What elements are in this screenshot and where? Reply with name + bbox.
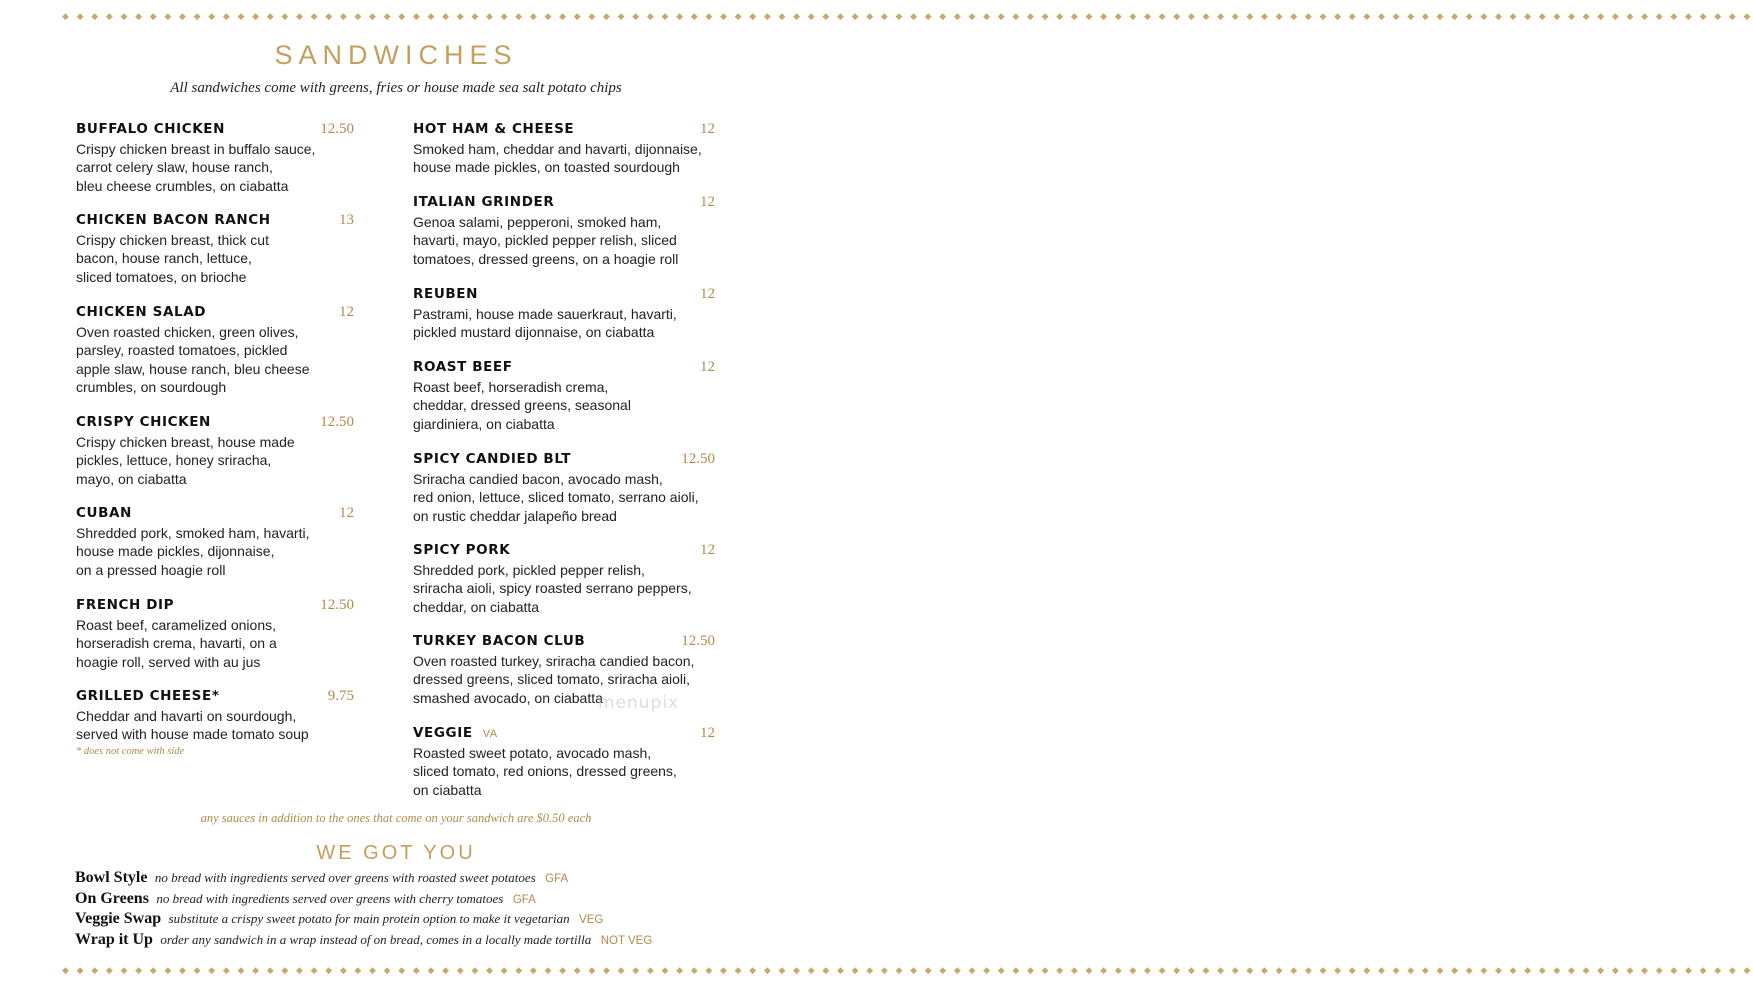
item-description: Sriracha candied bacon, avocado mash, red onion, lettuce, sliced tomato, serrano aioli, on rustic cheddar jalapeño bread: [413, 471, 699, 524]
item-price: 12: [700, 359, 715, 375]
item-name: FRENCH DIP: [76, 597, 175, 613]
item-description: Roasted sweet potato, avocado mash, sliced tomato, red onions, dressed greens, on ciabatta: [413, 745, 677, 798]
option-name: Veggie Swap: [75, 910, 162, 927]
page-subtitle: All sandwiches come with greens, fries or house made sea salt potato chips: [170, 80, 622, 96]
menu-item-french-dip: [76, 597, 354, 671]
item-price: 9.75: [327, 688, 354, 704]
option-name: Bowl Style: [75, 869, 148, 886]
item-name: REUBEN: [413, 286, 478, 302]
option-description: substitute a crispy sweet potato for main protein option to make it vegetarian: [168, 911, 570, 926]
item-description: Roast beef, horseradish crema, cheddar, dressed greens, seasonal giardiniera, on ciabatta: [413, 379, 631, 432]
item-price: 12.50: [681, 451, 715, 467]
menu-item-hot-ham-cheese: [413, 121, 715, 177]
item-description: Crispy chicken breast in buffalo sauce, carrot celery slaw, house ranch, bleu cheese crumbles, on ciabatta: [76, 141, 316, 194]
item-name: BUFFALO CHICKEN: [76, 121, 226, 137]
menu-item-chicken-bacon-ranch: [76, 212, 354, 286]
item-description: Cheddar and havarti on sourdough, served with house made tomato soup: [76, 708, 309, 743]
item-description: Crispy chicken breast, thick cut bacon, house ranch, lettuce, sliced tomatoes, on brioche: [76, 232, 269, 285]
menu-item-italian-grinder: [413, 194, 715, 268]
item-description: Oven roasted chicken, green olives, parsley, roasted tomatoes, pickled apple slaw, house ranch, bleu cheese crumbles, on sourdough: [76, 324, 310, 395]
item-description: Roast beef, caramelized onions, horseradish crema, havarti, on a hoagie roll, served with au jus: [76, 617, 277, 670]
item-name: VEGGIE: [413, 725, 473, 741]
item-description: Genoa salami, pepperoni, smoked ham, havarti, mayo, pickled pepper relish, sliced tomatoes, dressed greens, on a hoagie roll: [413, 214, 679, 267]
option-wrap-it-up: [75, 931, 775, 951]
item-price: 12: [700, 121, 715, 137]
menu-item-spicy-candied-blt: [413, 451, 715, 525]
option-tag: VEG: [579, 914, 604, 926]
option-veggie-swap: [75, 910, 775, 930]
option-description: no bread with ingredients served over greens with roasted sweet potatoes: [154, 870, 536, 885]
option-name: On Greens: [75, 890, 149, 907]
item-price: 13: [339, 212, 354, 228]
item-name: HOT HAM & CHEESE: [413, 121, 575, 137]
item-note: * does not come with side: [76, 745, 185, 757]
item-name: SPICY PORK: [413, 542, 511, 558]
option-description: order any sandwich in a wrap instead of on bread, comes in a locally made tortilla: [160, 932, 592, 947]
menu-item-crispy-chicken: [76, 414, 354, 488]
item-description: Shredded pork, smoked ham, havarti, house made pickles, dijonnaise, on a pressed hoagie roll: [76, 525, 310, 578]
item-name: ROAST BEEF: [413, 359, 513, 375]
dietary-tag: VA: [482, 728, 498, 740]
top-dotted-border: ◆ ◆ ◆ ◆ ◆ ◆ ◆ ◆ ◆ ◆ ◆ ◆ ◆ ◆ ◆ ◆ ◆ ◆ ◆ ◆ ◆ ◆ ◆ ◆ ◆ ◆ ◆ ◆ ◆ ◆ ◆ ◆ ◆ ◆ ◆ ◆ ◆ ◆ ◆ ◆ ◆ ◆ ◆ ◆ ◆ ◆ ◆ ◆ ◆ ◆ ◆ ◆ ◆ ◆ ◆ ◆ ◆ ◆ ◆ ◆ ◆ ◆ ◆ ◆ ◆ ◆ ◆ ◆ ◆ ◆ ◆ ◆ ◆ ◆ ◆ ◆ ◆ ◆ ◆ ◆ ◆ ◆ ◆ ◆ ◆ ◆ ◆ ◆ ◆ ◆ ◆ ◆ ◆ ◆ ◆ ◆ ◆ ◆ ◆ ◆ ◆ ◆ ◆ ◆ ◆ ◆ ◆ ◆ ◆ ◆ ◆ ◆ ◆ ◆ ◆ ◆: [62, 11, 1753, 21]
menu-item-spicy-pork: [413, 542, 715, 616]
item-price: 12: [339, 304, 354, 320]
item-price: 12: [700, 542, 715, 558]
item-description: Crispy chicken breast, house made pickles, lettuce, honey sriracha, mayo, on ciabatta: [76, 434, 295, 487]
menu-item-cuban: [76, 505, 354, 579]
option-tag: GFA: [545, 873, 569, 885]
item-name: ITALIAN GRINDER: [413, 194, 555, 210]
option-on-greens: [75, 890, 775, 910]
option-tag: NOT VEG: [600, 935, 653, 947]
item-name: TURKEY BACON CLUB: [413, 633, 586, 649]
item-name: GRILLED CHEESE*: [76, 688, 220, 704]
menu-item-grilled-cheese: [76, 688, 354, 757]
watermark: menupix: [598, 693, 680, 713]
item-price: 12.50: [320, 597, 354, 613]
item-price: 12: [700, 286, 715, 302]
menu-item-roast-beef: [413, 359, 715, 433]
item-name: CUBAN: [76, 505, 132, 521]
item-price: 12.50: [681, 633, 715, 649]
sauces-note: any sauces in addition to the ones that come on your sandwich are $0.50 each: [200, 811, 592, 825]
option-tag: GFA: [512, 894, 536, 906]
page-title: SANDWICHES: [274, 40, 518, 70]
item-name: CHICKEN BACON RANCH: [76, 212, 271, 228]
item-name: CRISPY CHICKEN: [76, 414, 211, 430]
option-bowl-style: [75, 869, 775, 889]
menu-item-veggie: [413, 725, 715, 799]
item-description: Shredded pork, pickled pepper relish, sriracha aioli, spicy roasted serrano peppers, cheddar, on ciabatta: [413, 562, 692, 615]
item-price: 12: [700, 725, 715, 741]
menu-item-reuben: [413, 286, 715, 342]
item-price: 12: [700, 194, 715, 210]
menu-item-chicken-salad: [76, 304, 354, 396]
item-price: 12: [339, 505, 354, 521]
item-description: Smoked ham, cheddar and havarti, dijonnaise, house made pickles, on toasted sourdough: [413, 141, 702, 176]
menu-item-buffalo-chicken: [76, 121, 354, 195]
options-title: WE GOT YOU: [316, 842, 476, 864]
item-name: CHICKEN SALAD: [76, 304, 207, 320]
option-description: no bread with ingredients served over greens with cherry tomatoes: [156, 891, 504, 906]
item-name: SPICY CANDIED BLT: [413, 451, 572, 467]
item-price: 12.50: [320, 121, 354, 137]
bottom-dotted-border: ◆ ◆ ◆ ◆ ◆ ◆ ◆ ◆ ◆ ◆ ◆ ◆ ◆ ◆ ◆ ◆ ◆ ◆ ◆ ◆ ◆ ◆ ◆ ◆ ◆ ◆ ◆ ◆ ◆ ◆ ◆ ◆ ◆ ◆ ◆ ◆ ◆ ◆ ◆ ◆ ◆ ◆ ◆ ◆ ◆ ◆ ◆ ◆ ◆ ◆ ◆ ◆ ◆ ◆ ◆ ◆ ◆ ◆ ◆ ◆ ◆ ◆ ◆ ◆ ◆ ◆ ◆ ◆ ◆ ◆ ◆ ◆ ◆ ◆ ◆ ◆ ◆ ◆ ◆ ◆ ◆ ◆ ◆ ◆ ◆ ◆ ◆ ◆ ◆ ◆ ◆ ◆ ◆ ◆ ◆ ◆ ◆ ◆ ◆ ◆ ◆ ◆ ◆ ◆ ◆ ◆ ◆ ◆ ◆ ◆ ◆ ◆ ◆ ◆ ◆ ◆: [62, 965, 1753, 975]
item-description: Oven roasted turkey, sriracha candied bacon, dressed greens, sliced tomato, sriracha aioli, smashed avocado, on ciabatta: [413, 653, 695, 706]
item-price: 12.50: [320, 414, 354, 430]
option-name: Wrap it Up: [75, 931, 153, 948]
item-description: Pastrami, house made sauerkraut, havarti, pickled mustard dijonnaise, on ciabatta: [413, 306, 677, 341]
